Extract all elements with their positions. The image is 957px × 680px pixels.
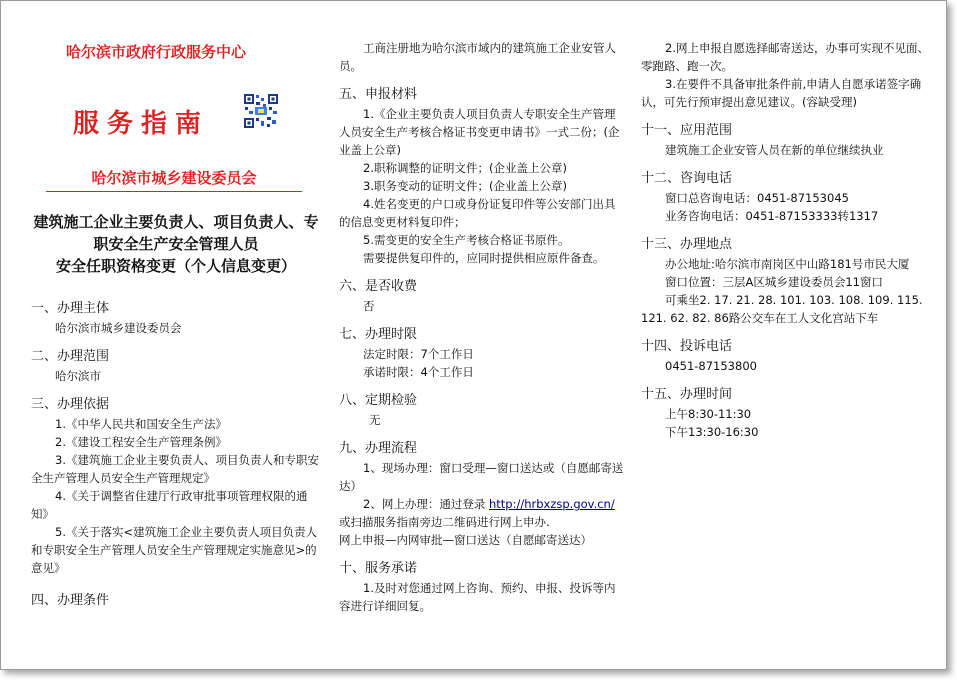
process-item: 1、现场办理：窗口受理—窗口送达或（自愿邮寄送达） — [339, 461, 624, 493]
org-title: 哈尔滨市政府行政服务中心 — [65, 43, 246, 61]
material-item: 5.需变更的安全生产考核合格证书原件。 — [363, 233, 570, 247]
hours-morning: 上午8:30-11:30 — [665, 407, 752, 421]
section-5-title: 五、申报材料 — [339, 87, 418, 102]
column-1 — [31, 289, 321, 611]
process-online-suffix: 或扫描服务指南旁边二维码进行网上申办. — [339, 515, 550, 529]
section-1-title: 一、办理主体 — [31, 301, 110, 316]
section-4-body: 工商注册地为哈尔滨市域内的建筑施工企业安管人员。 — [339, 41, 616, 73]
material-item: 1.《企业主要负责人项目负责人专职安全生产管理人员安全生产考核合格证书变更申请书》一式二份；(企业盖上公章) — [339, 107, 620, 157]
section-2-body: 哈尔滨市 — [55, 369, 101, 383]
material-item: 4.姓名变更的户口或身份证复印件等公安部门出具的信息变更材料复印件； — [339, 197, 616, 229]
section-10-title: 十、服务承诺 — [339, 561, 418, 576]
hours-afternoon: 下午13:30-16:30 — [665, 425, 759, 439]
main-title-line: 职安全生产安全管理人员 — [93, 235, 259, 253]
section-8-title: 八、定期检验 — [339, 393, 418, 408]
basis-item: 3.《建筑施工企业主要负责人、项目负责人和专职安全生产管理人员安全生产管理规定》 — [31, 453, 319, 485]
section-4-title: 四、办理条件 — [31, 593, 110, 608]
section-6-title: 六、是否收费 — [339, 279, 418, 294]
section-13-title: 十三、办理地点 — [641, 237, 733, 252]
business-phone: 业务咨询电话：0451-87153333转1317 — [665, 209, 879, 223]
material-item: 3.职务变动的证明文件；(企业盖上公章) — [363, 179, 567, 193]
section-7-title: 七、办理时限 — [339, 327, 418, 342]
window-location: 窗口位置：三层A区城乡建设委员会11窗口 — [665, 275, 883, 289]
online-portal-link[interactable]: http://hrbxzsp.gov.cn/ — [488, 497, 615, 511]
office-address: 办公地址:哈尔滨市南岗区中山路181号市民大厦 — [665, 257, 910, 271]
legal-time-limit: 法定时限：7个工作日 — [363, 347, 474, 361]
main-title-line: 安全任职资格变更（个人信息变更） — [55, 257, 296, 275]
guide-title: 服务指南 — [73, 109, 210, 139]
section-11-title: 十一、应用范围 — [641, 123, 733, 138]
basis-item: 2.《建设工程安全生产管理条例》 — [55, 435, 227, 449]
basis-item: 1.《中华人民共和国安全生产法》 — [55, 417, 227, 431]
basis-item: 5.《关于落实<建筑施工企业主要负责人项目负责人和专职安全生产管理人员安全生产管理规定实施意见>的意见》 — [31, 525, 318, 575]
header-divider — [46, 191, 302, 192]
section-3-title: 三、办理依据 — [31, 397, 110, 412]
department-title: 哈尔滨市城乡建设委员会 — [91, 169, 257, 187]
main-title-line: 建筑施工企业主要负责人、项目负责人、专 — [33, 213, 319, 231]
column-3 — [641, 39, 931, 441]
section-1-body: 哈尔滨市城乡建设委员会 — [55, 321, 182, 335]
promise-item: 1.及时对您通过网上咨询、预约、申报、投诉等内容进行详细回复。 — [339, 581, 616, 613]
section-14-title: 十四、投诉电话 — [641, 339, 733, 354]
process-online-prefix: 2、网上办理：通过登录 — [363, 497, 486, 511]
process-online-flow: 网上申报—内网审批—窗口送达（自愿邮寄送达） — [339, 533, 592, 547]
process-item-online — [339, 495, 625, 513]
section-8-body: 无 — [369, 413, 381, 427]
promise-item: 2.网上申报自愿选择邮寄送达，办事可实现不见面、零跑路、跑一次。 — [641, 41, 929, 73]
section-2-title: 二、办理范围 — [31, 349, 110, 364]
material-note: 需要提供复印件的，应同时提供相应原件备查。 — [363, 251, 605, 265]
basis-item: 4.《关于调整省住建厅行政审批事项管理权限的通知》 — [31, 489, 308, 521]
qr-code-icon[interactable] — [243, 93, 279, 129]
section-11-body: 建筑施工企业安管人员在新的单位继续执业 — [665, 143, 884, 157]
window-phone: 窗口总咨询电话：0451-87153045 — [665, 191, 849, 205]
main-title — [31, 211, 321, 277]
section-15-title: 十五、办理时间 — [641, 387, 733, 402]
complaint-phone: 0451-87153800 — [665, 359, 757, 373]
column-2 — [339, 39, 625, 615]
promised-time-limit: 承诺时限：4个工作日 — [363, 365, 474, 379]
promise-item: 3.在要件不具备审批条件前,申请人自愿承诺签字确认，可先行预审提出意见建议。(容缺受理) — [641, 77, 922, 109]
bus-routes: 可乘坐2. 17. 21. 28. 101. 103. 108. 109. 115. 121. 62. 82. 86路公交车在工人文化宫站下车 — [641, 293, 923, 325]
section-6-body: 否 — [363, 299, 375, 313]
section-12-title: 十二、咨询电话 — [641, 171, 733, 186]
section-9-title: 九、办理流程 — [339, 441, 418, 456]
material-item: 2.职称调整的证明文件；(企业盖上公章) — [363, 161, 567, 175]
